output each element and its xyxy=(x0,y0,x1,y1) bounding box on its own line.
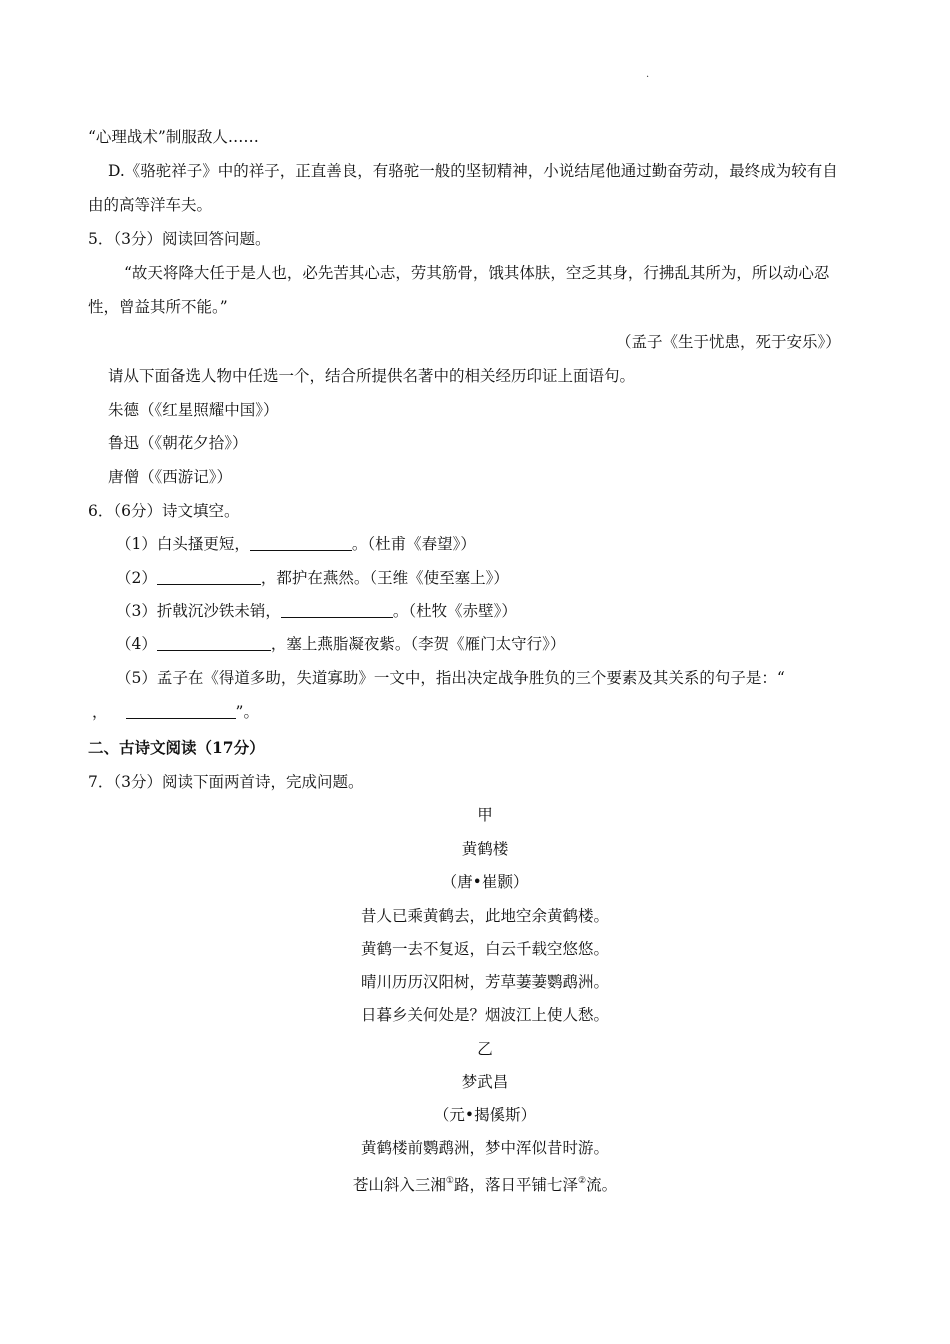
poem-a-label: 甲 xyxy=(477,806,493,824)
option-d-continuation: 由的高等洋车夫。 xyxy=(88,196,213,214)
answer-blank[interactable] xyxy=(250,534,352,551)
item-3-suffix: 。（杜牧《赤壁》） xyxy=(392,602,517,620)
footnote-marker-1: ① xyxy=(445,1176,454,1186)
poem-b-line-2-part-1: 苍山斜入三湘 xyxy=(352,1176,446,1194)
poem-b-line-2-part-3: 流。 xyxy=(586,1176,618,1194)
question-5-source: （孟子《生于忧患，死于安乐》） xyxy=(616,333,841,351)
item-2-suffix: ，都护在燕然。（王维《使至塞上》） xyxy=(260,569,509,587)
footnote-marker-2: ② xyxy=(578,1176,587,1186)
poem-b-title: 梦武昌 xyxy=(461,1073,509,1091)
question-5-quote-line-2: 性，曾益其所不能。” xyxy=(88,298,228,316)
question-5-quote-line-1: “故天将降大任于是人也，必先苦其心志，劳其筋骨，饿其体肤，空乏其身，行拂乱其所为，所以动心忍 xyxy=(124,264,830,282)
question-5-option-1: 朱德（《红星照耀中国》） xyxy=(108,401,279,419)
question-6-item-5: （5）孟子在《得道多助，失道寡助》一文中，指出决定战争胜负的三个要素及其关系的句子是：“ xyxy=(116,669,785,687)
poem-a-line-2: 黄鹤一去不复返，白云千载空悠悠。 xyxy=(360,940,609,958)
poem-a-line-3: 晴川历历汉阳树，芳草萋萋鹦鹉洲。 xyxy=(360,973,609,991)
question-6-item-4 xyxy=(116,633,565,655)
question-6-item-3 xyxy=(116,600,517,622)
option-d: D.《骆驼祥子》中的祥子，正直善良，有骆驼一般的坚韧精神，小说结尾他通过勤奋劳动，最终成为较有自 xyxy=(108,162,838,180)
poem-a-title: 黄鹤楼 xyxy=(461,840,509,858)
item-2-prefix: （2） xyxy=(116,569,157,587)
answer-blank[interactable] xyxy=(157,568,261,585)
section-2-heading: 二、古诗文阅读（17分） xyxy=(88,738,265,757)
item-1-suffix: 。（杜甫《春望》） xyxy=(351,535,476,553)
poem-a-line-1: 昔人已乘黄鹤去，此地空余黄鹤楼。 xyxy=(360,907,609,925)
item-5-suffix: ”。 xyxy=(235,703,259,721)
item-3-prefix: （3）折戟沉沙铁未销， xyxy=(116,602,281,620)
answer-blank[interactable] xyxy=(157,634,271,651)
question-6-item-2 xyxy=(116,567,509,589)
question-5-option-2: 鲁迅（《朝花夕拾》） xyxy=(108,434,248,452)
poem-b-line-1: 黄鹤楼前鹦鹉洲，梦中浑似昔时游。 xyxy=(360,1139,609,1157)
option-c-continuation: “心理战术”制服敌人…… xyxy=(88,128,259,146)
poem-b-line-2-part-2: 路，落日平铺七泽 xyxy=(453,1176,578,1194)
poem-b-author: （元•揭傒斯） xyxy=(433,1106,537,1124)
item-4-suffix: ，塞上燕脂凝夜紫。（李贺《雁门太守行》） xyxy=(270,635,566,653)
answer-blank[interactable] xyxy=(281,601,393,618)
answer-blank[interactable] xyxy=(126,702,236,719)
question-6-heading: 6．（6分）诗文填空。 xyxy=(88,502,240,520)
question-5-prompt: 请从下面备选人物中任选一个，结合所提供名著中的相关经历印证上面语句。 xyxy=(108,367,636,385)
poem-a-author: （唐•崔颢） xyxy=(441,873,529,891)
question-5-heading: 5．（3分）阅读回答问题。 xyxy=(88,230,271,248)
question-5-option-3: 唐僧（《西游记》） xyxy=(108,468,233,486)
item-4-prefix: （4） xyxy=(116,635,157,653)
question-6-item-5-continuation xyxy=(92,701,259,723)
question-6-item-1 xyxy=(116,533,476,555)
question-7-heading: 7．（3分）阅读下面两首诗，完成问题。 xyxy=(88,773,364,791)
header-mark: · xyxy=(646,72,650,83)
poem-a-line-4: 日暮乡关何处是？烟波江上使人愁。 xyxy=(360,1006,609,1024)
item-1-prefix: （1）白头搔更短， xyxy=(116,535,250,553)
poem-b-line-2 xyxy=(0,1170,950,1196)
poem-b-label: 乙 xyxy=(477,1040,493,1058)
item-5-comma: ， xyxy=(92,703,108,721)
